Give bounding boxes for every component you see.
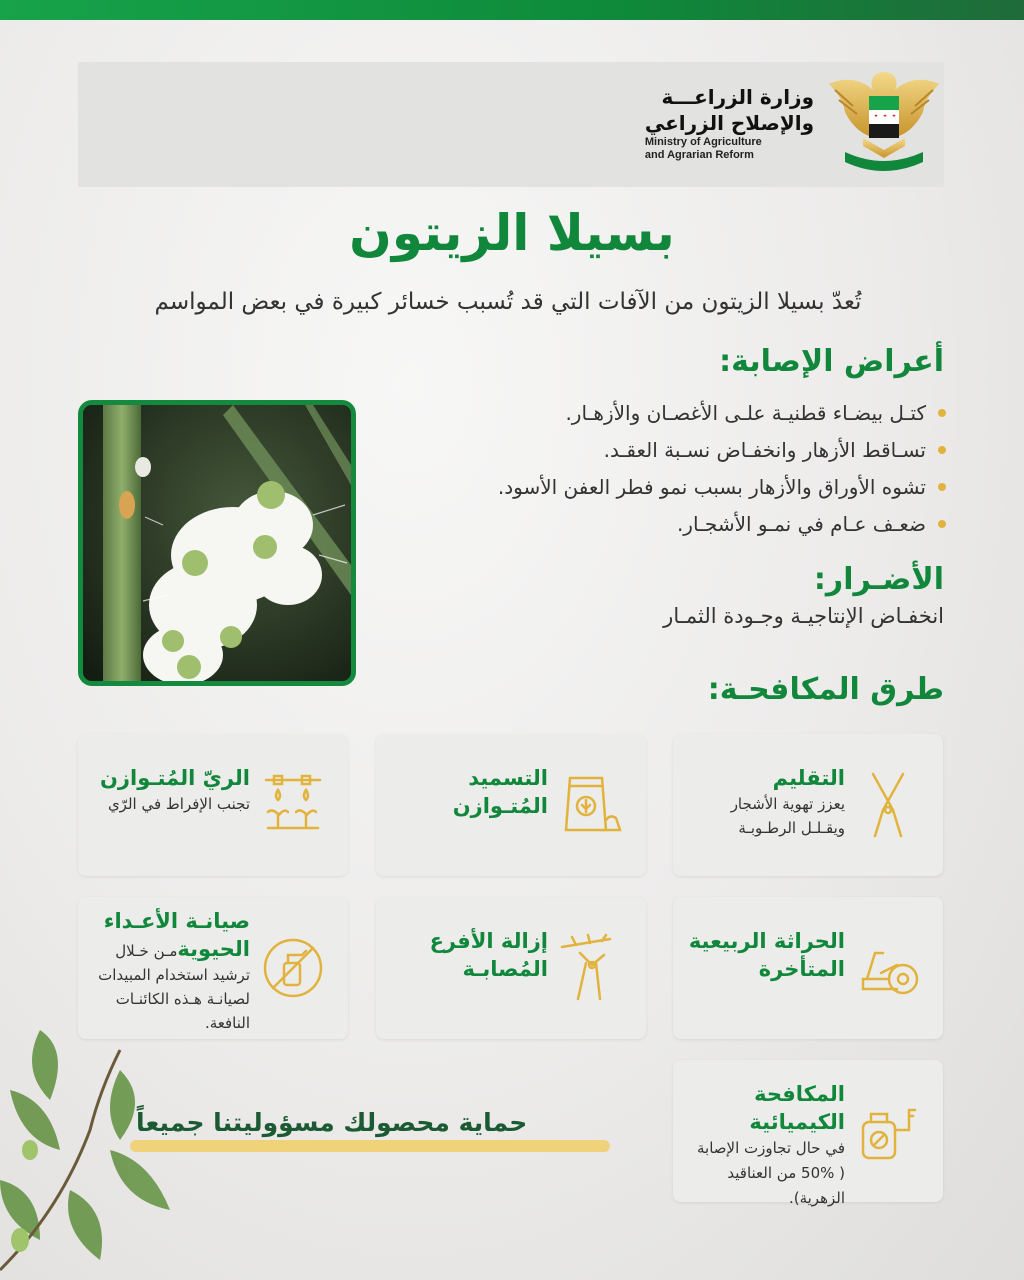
card-desc-line: ويقـلـل الرطـوبـة	[738, 819, 845, 837]
card-body	[390, 764, 548, 820]
branch-cutter-icon	[556, 933, 626, 1003]
card-title-line: إزالة الأفرع	[429, 929, 548, 953]
symptom-list	[386, 394, 946, 542]
card-title-part: الحيوية	[177, 937, 250, 961]
card-title: الريّ المُتـوازن	[100, 766, 250, 790]
card-title-line: التسميد	[468, 766, 548, 790]
card-body	[390, 927, 548, 983]
sprayer-icon	[853, 1096, 923, 1166]
top-accent-bar	[0, 0, 1024, 20]
card-title-line: صيانـة الأعـداء	[103, 909, 250, 933]
card-body	[687, 764, 845, 840]
bullet-dot-icon	[938, 520, 946, 528]
olive-branch-icon	[0, 1010, 210, 1280]
ministry-name-en-line2: and Agrarian Reform	[644, 149, 754, 161]
card-body	[687, 1080, 845, 1211]
eagle-emblem-icon	[823, 66, 945, 174]
pruning-shears-icon	[853, 770, 923, 840]
no-spray-icon	[258, 933, 328, 1003]
card-desc-line: ترشيد استخدام المبيدات	[98, 966, 250, 984]
ministry-name-block	[645, 84, 814, 162]
page-title: بسيلا الزيتون	[349, 204, 675, 262]
list-item	[386, 431, 946, 468]
list-item	[386, 468, 946, 505]
card-desc-line: ( 50% من العناقيد	[727, 1164, 845, 1182]
header-band	[78, 62, 944, 187]
control-card-plowing	[673, 897, 943, 1039]
psyllid-colony-image	[83, 405, 351, 681]
control-card-pruning	[673, 734, 943, 876]
card-desc-line: الزهرية).	[788, 1189, 845, 1207]
card-desc-line: في حال تجاوزت الإصابة	[696, 1139, 845, 1157]
card-title-line: المُتـوازن	[452, 794, 548, 818]
list-item	[386, 505, 946, 542]
card-desc-line: لصيانـة هـذه الكائنـات	[115, 990, 250, 1008]
control-methods-heading: طرق المكافحـة:	[707, 672, 944, 707]
symptoms-heading: أعراض الإصابة:	[719, 344, 944, 379]
card-title-line: المتأخرة	[758, 957, 845, 981]
control-card-fertilization	[376, 734, 646, 876]
symptom-text: كتـل بيضـاء قطنيـة علـى الأغصـان والأزهـار.	[565, 400, 926, 425]
card-title-line: الحراثة الربيعية	[688, 929, 845, 953]
card-title: التقليم	[772, 766, 845, 790]
card-desc-line: يعزز تهوية الأشجار	[730, 795, 845, 813]
damage-heading: الأضـرار:	[813, 562, 944, 597]
damage-text: انخفـاض الإنتاجيـة وجـودة الثمـار	[663, 604, 944, 628]
control-card-remove-branches	[376, 897, 646, 1039]
control-card-chemical	[673, 1060, 943, 1207]
list-item	[386, 394, 946, 431]
symptom-text: تشوه الأوراق والأزهار بسبب نمو فطر العفن الأسود.	[497, 474, 926, 499]
card-body	[92, 764, 250, 816]
ministry-name-en-line1: Ministry of Agriculture	[644, 136, 762, 148]
symptom-text: تسـاقط الأزهار وانخفـاض نسـبة العقـد.	[603, 437, 926, 462]
card-desc-inline: مـن خـلال	[115, 942, 178, 960]
intro-text: تُعدّ بسيلا الزيتون من الآفات التي قد تُسبب خسائر كبيرة في بعض المواسم	[154, 289, 862, 315]
irrigation-icon	[258, 770, 328, 840]
card-body	[687, 927, 845, 983]
card-title-line	[92, 935, 250, 963]
bullet-dot-icon	[938, 483, 946, 491]
bullet-dot-icon	[938, 446, 946, 454]
card-title: المكافحة الكيميائية	[749, 1082, 845, 1134]
symptom-text: ضعـف عـام في نمـو الأشجـار.	[676, 511, 926, 536]
ministry-name-ar-line2: والإصلاح الزراعي	[644, 111, 814, 135]
card-title-line: المُصابـة	[462, 957, 548, 981]
card-desc-line: النافعة.	[204, 1014, 250, 1032]
card-desc: تجنب الإفراط في الرّي	[107, 795, 250, 813]
ministry-name-ar-line1: وزارة الزراعـــة	[661, 85, 814, 109]
olive-psyllid-photo	[78, 400, 356, 686]
slogan-text: حماية محصولك مسؤوليتنا جميعاً	[136, 1108, 528, 1137]
fertilizer-bag-icon	[556, 770, 626, 840]
bullet-dot-icon	[938, 409, 946, 417]
tiller-icon	[853, 933, 923, 1003]
control-card-irrigation	[78, 734, 348, 876]
